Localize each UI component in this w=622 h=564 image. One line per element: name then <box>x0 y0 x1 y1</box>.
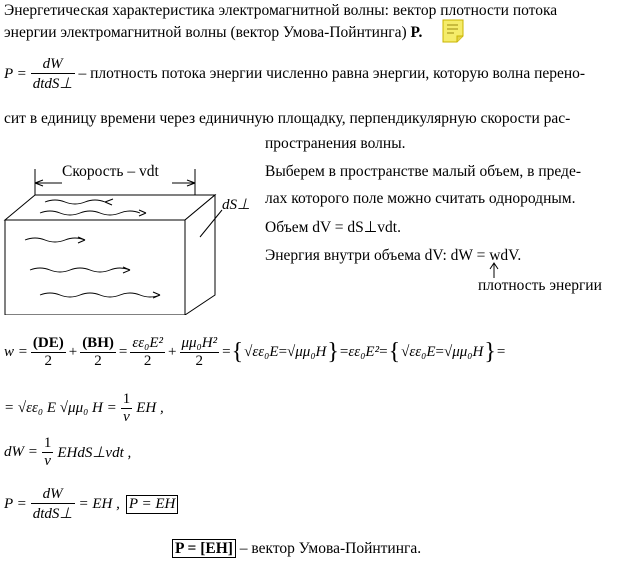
eq-de-fraction <box>31 335 66 370</box>
p-def-text-2: сит в единицу времени через единичную площадку, перпендикулярную скорости рас- <box>4 110 571 127</box>
eq-bh: (BH) <box>82 334 114 351</box>
eq-line-2 <box>4 388 164 428</box>
right-text-2: лах которого поле можно считать однородным. <box>265 190 576 207</box>
eq-dw-lhs: dW = <box>4 443 38 460</box>
volume-text: Объем dV = dS⊥vdt. <box>265 219 401 236</box>
eq-plus-1: + <box>68 343 78 360</box>
eq-brace-open-2: { <box>388 338 401 365</box>
eq-equals-3: = <box>278 343 288 360</box>
eq-one-over-v <box>121 391 133 426</box>
eq-equals-2: = <box>222 343 231 360</box>
eq-bh-two: 2 <box>94 352 102 369</box>
p-def-fraction <box>31 56 75 93</box>
eq-sqrt-mm-1: √μμ₀ <box>287 343 316 360</box>
energy-density-equation <box>4 330 505 374</box>
final-line <box>172 540 421 558</box>
p-def-text-3: пространения волны. <box>265 135 406 152</box>
eq-dw-rest: EHdS⊥vdt , <box>57 444 132 461</box>
eq-dW-line <box>4 432 131 472</box>
area-label: dS⊥ <box>222 197 251 213</box>
note-icon[interactable] <box>442 19 464 43</box>
eq-sqrt-ee-1: √εε₀ <box>244 343 270 360</box>
heading-line-2-text: энергии электромагнитной волны (вектор Умова-Пойнтинга) <box>4 24 407 41</box>
eq-brace-open-1: { <box>231 338 244 365</box>
density-arrow <box>488 262 500 278</box>
eq-mmH-two: 2 <box>195 352 204 369</box>
eq-p-num: dW <box>31 486 75 504</box>
eq-mmH-fraction <box>180 335 220 370</box>
eq-E-1: E <box>269 343 279 360</box>
eq-eeE-2: εε₀E² <box>348 343 380 360</box>
heading-line-2 <box>4 24 422 42</box>
eq-H-1: H <box>315 343 327 360</box>
eq-v: v <box>123 408 130 425</box>
eq-equals-1: = <box>118 343 128 360</box>
eq-brace-close-2: } <box>484 338 496 365</box>
p-def-num: dW <box>31 56 75 74</box>
speed-label: Скорость – vdt <box>62 163 159 180</box>
eq-de: (DE) <box>32 334 64 351</box>
eq-bh-fraction <box>80 335 116 370</box>
eq-brace-close-1: } <box>327 338 339 365</box>
energy-text: Энергия внутри объема dV: dW = wdV. <box>265 247 522 264</box>
eq-eeE: εε₀E² <box>132 334 164 351</box>
eq-equals-4: = <box>339 343 349 360</box>
eq-de-two: 2 <box>44 352 53 369</box>
eq-E-2: E <box>426 343 436 360</box>
eq-dw-fraction <box>42 435 54 470</box>
eq-mmH: μμ₀H² <box>181 334 218 351</box>
eq-p-lhs: P = <box>4 495 27 512</box>
eq-dw-one: 1 <box>43 434 52 451</box>
eq-dw-v: v <box>44 452 51 469</box>
p-definition <box>4 54 585 94</box>
eq-sqrt-mm-2: √μμ₀ <box>444 343 473 360</box>
eq-p-boxed: P = EH <box>126 495 179 514</box>
density-label: плотность энергии <box>478 277 602 294</box>
eq-p-eq: = EH , <box>78 495 120 512</box>
eq-equals-7: = <box>496 343 506 360</box>
eq-one: 1 <box>122 390 131 407</box>
eq-eeE-two: 2 <box>143 352 152 369</box>
p-def-lhs: P = <box>4 65 27 82</box>
final-boxed: P = [EH] <box>172 539 236 558</box>
eq-H-2: H <box>472 343 484 360</box>
p-def-text-1: – плотность потока энергии численно равна энергии, которую волна перено- <box>78 65 586 82</box>
eq-equals-6: = <box>435 343 445 360</box>
eq-line2-lhs: = √εε₀ E √μμ₀ H = <box>4 399 117 416</box>
final-text: – вектор Умова-Пойнтинга. <box>239 540 422 557</box>
vector-p-symbol: P. <box>410 24 423 41</box>
eq-p-fraction <box>31 486 75 523</box>
p-def-den: dtdS⊥ <box>32 75 73 92</box>
eq-p-den: dtdS⊥ <box>32 505 73 522</box>
eq-p-line <box>4 484 178 524</box>
eq-w-lhs: w = <box>4 343 28 360</box>
eq-plus-2: + <box>168 343 177 360</box>
heading-line-1: Энергетическая характеристика электромагнитной волны: вектор плотности потока <box>4 2 558 19</box>
eq-eeE-fraction <box>130 335 165 370</box>
eq-sqrt-ee-2: √εε₀ <box>401 343 427 360</box>
eq-EH: EH , <box>136 399 164 416</box>
right-text-1: Выберем в пространстве малый объем, в преде- <box>265 163 581 180</box>
eq-equals-5: = <box>379 343 388 360</box>
